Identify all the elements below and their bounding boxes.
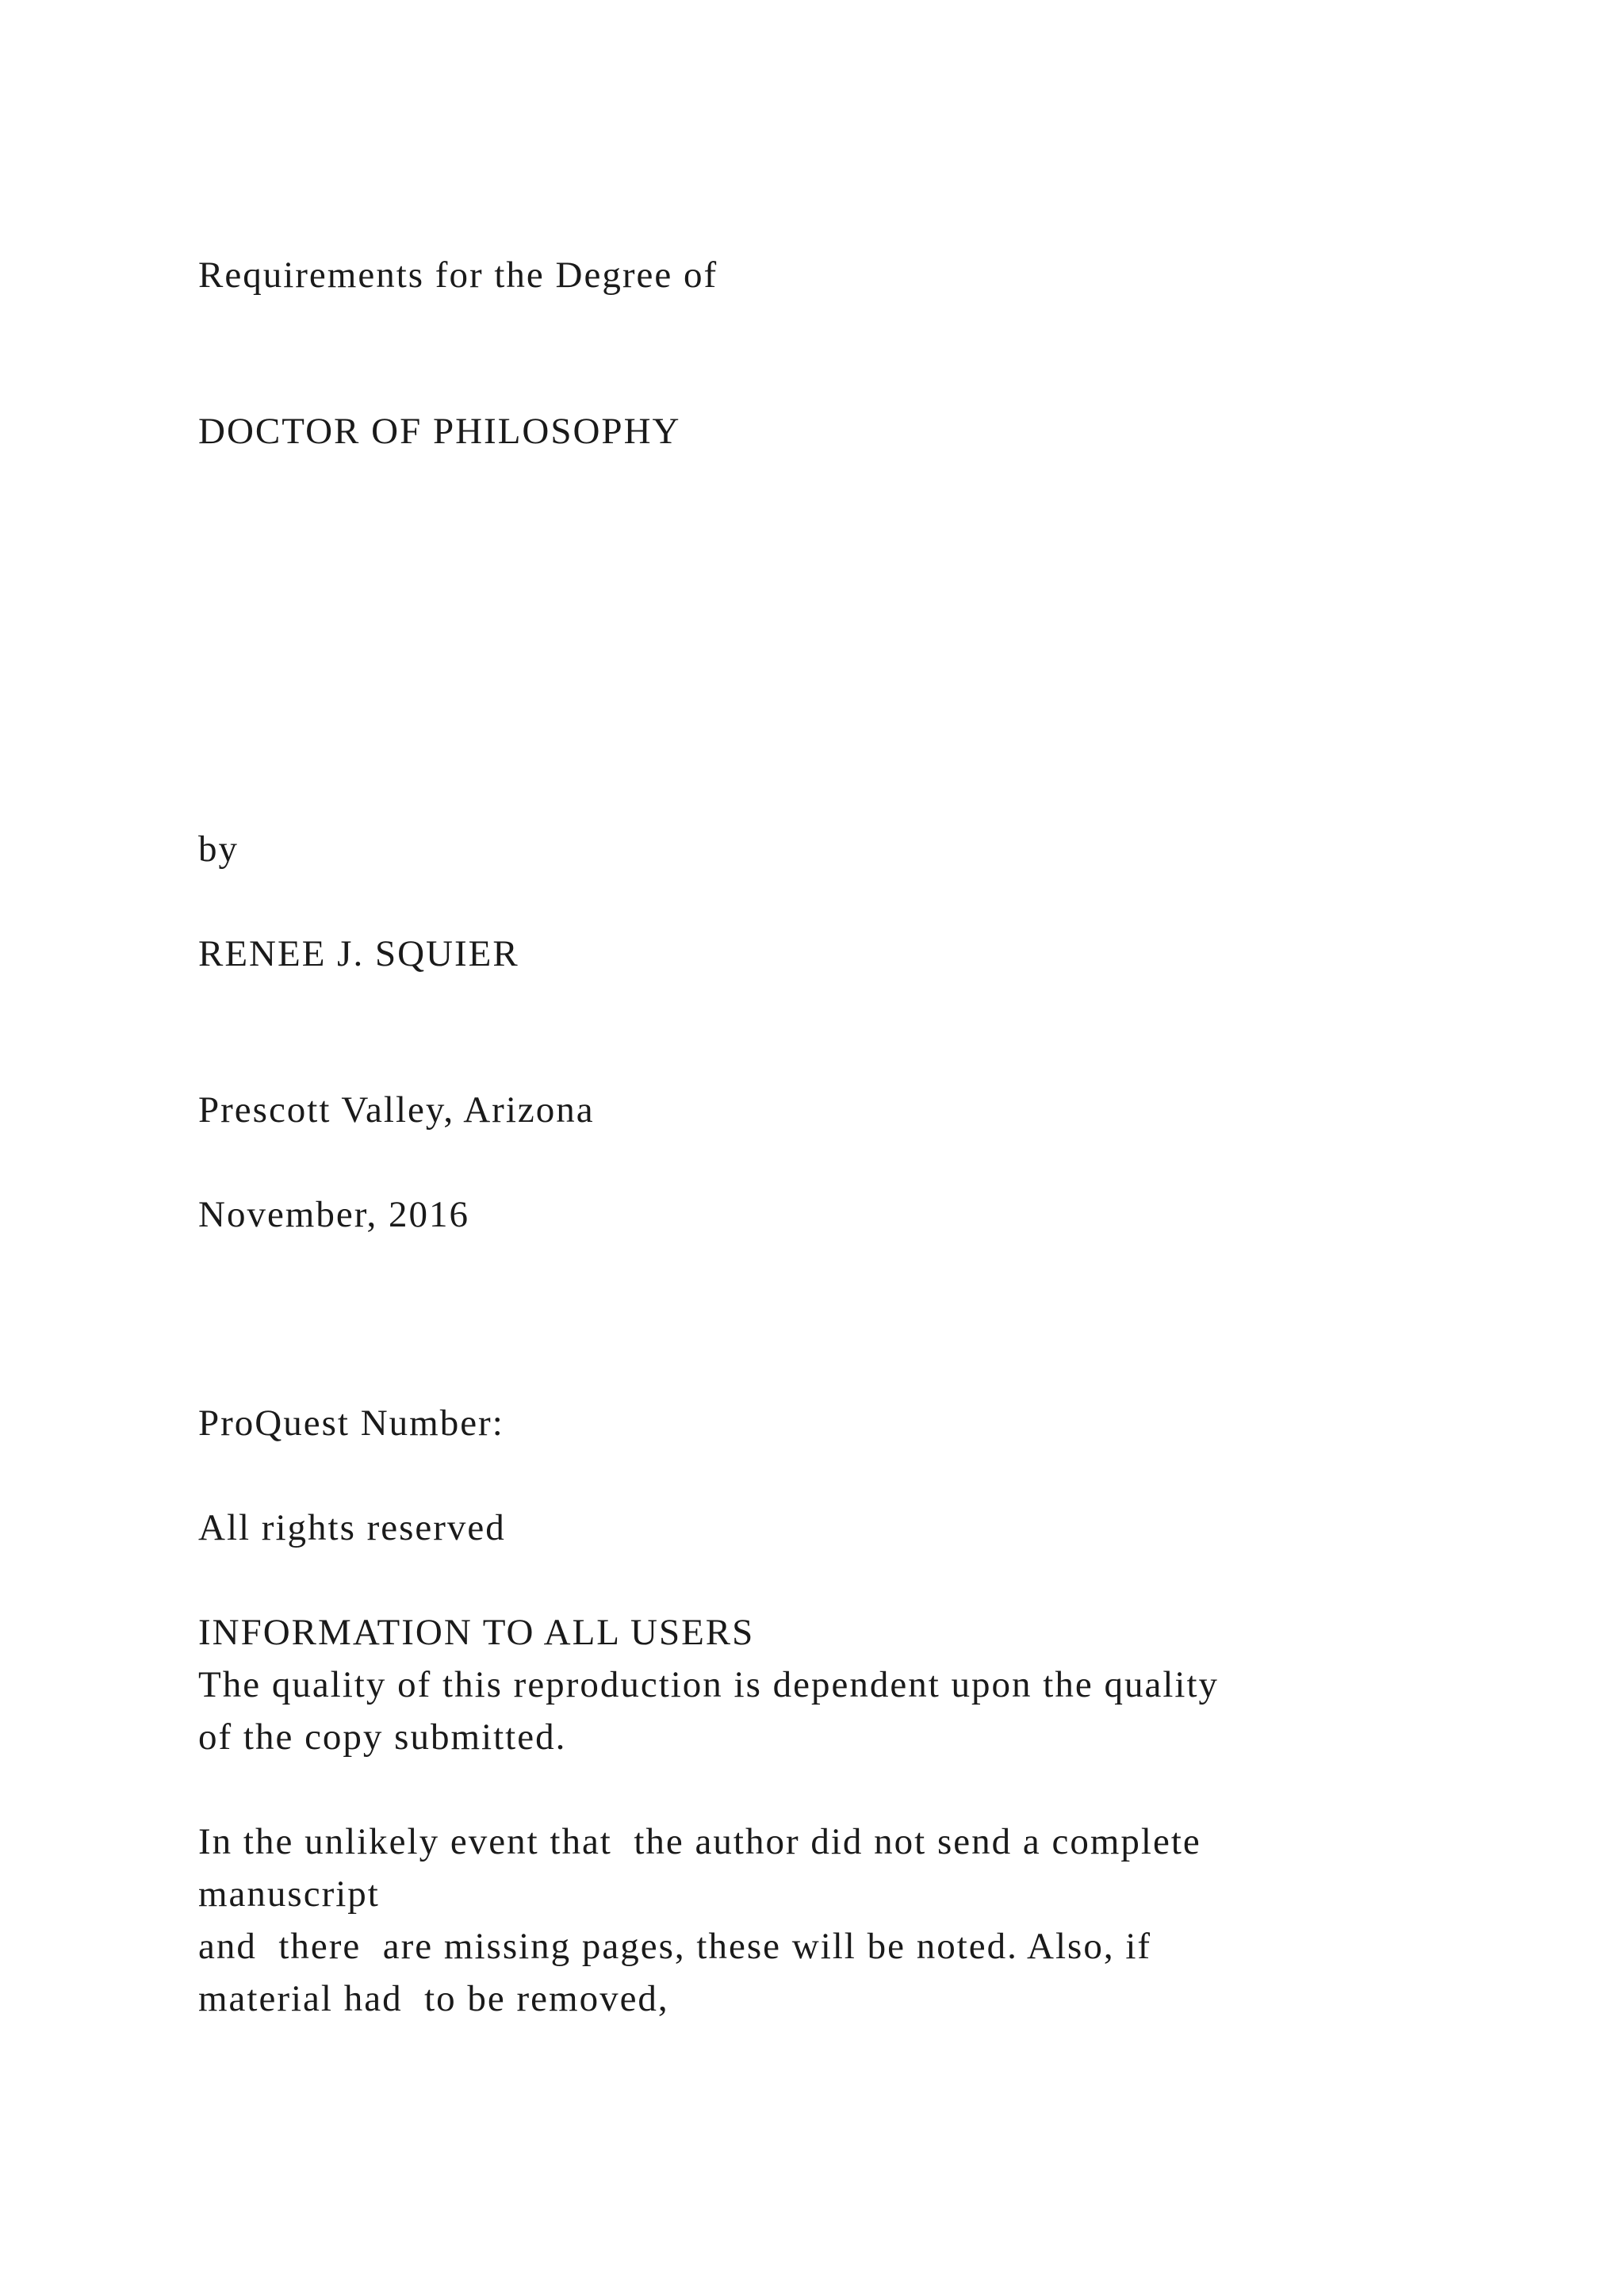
proquest-number-label: ProQuest Number:: [198, 1402, 504, 1444]
info-heading: INFORMATION TO ALL USERS: [198, 1612, 755, 1653]
requirements-line: Requirements for the Degree of: [198, 254, 718, 296]
paragraph-line: manuscript: [198, 1873, 380, 1915]
location: Prescott Valley, Arizona: [198, 1089, 595, 1131]
rights-statement: All rights reserved: [198, 1507, 506, 1548]
paragraph-line: of the copy submitted.: [198, 1716, 567, 1758]
paragraph-line: and there are missing pages, these will be noted. Also, if: [198, 1926, 1152, 1967]
by-line: by: [198, 828, 239, 870]
degree-title: DOCTOR OF PHILOSOPHY: [198, 411, 681, 452]
paragraph-line: material had to be removed,: [198, 1978, 669, 2019]
paragraph-line: In the unlikely event that the author did not send a complete: [198, 1821, 1201, 1862]
paragraph-line: The quality of this reproduction is dependent upon the quality: [198, 1664, 1219, 1705]
date: November, 2016: [198, 1194, 469, 1235]
author-name: RENEE J. SQUIER: [198, 933, 519, 974]
